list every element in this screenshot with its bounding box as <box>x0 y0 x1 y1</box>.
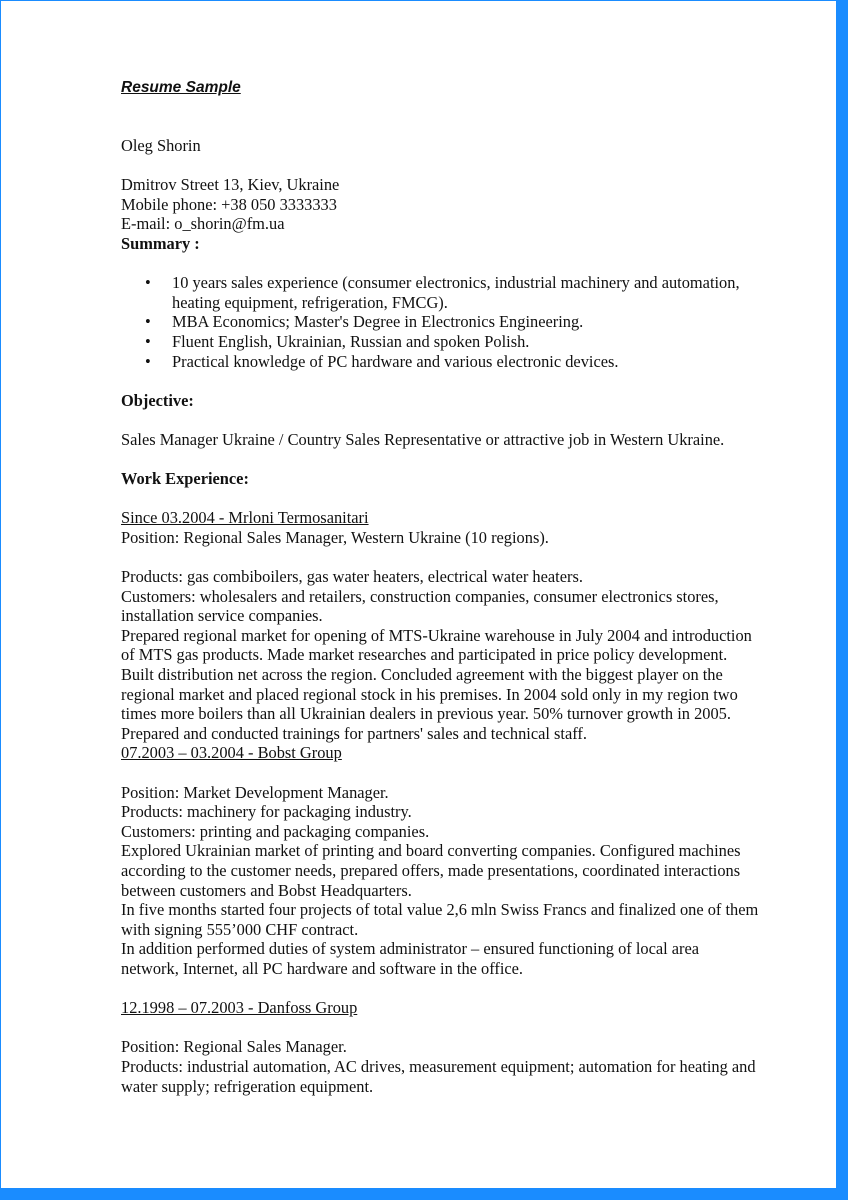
candidate-name: Oleg Shorin <box>121 136 201 155</box>
job-period: 12.1998 – 07.2003 - Danfoss Group <box>121 998 358 1018</box>
job-line: water supply; refrigeration equipment. <box>121 1076 374 1096</box>
job-line: Position: Market Development Manager. <box>121 782 389 802</box>
job-line: times more boilers than all Ukrainian dealers in previous year. 50% turnover growth in 2005. <box>121 704 731 724</box>
job-period: Since 03.2004 - Mrloni Termosanitari <box>121 508 369 528</box>
job-line: Position: Regional Sales Manager, Western Ukraine (10 regions). <box>121 527 549 547</box>
job-line: with signing 555’000 CHF contract. <box>121 919 359 939</box>
summary-item: • 10 years sales experience (consumer electronics, industrial machinery and automation, heating equipment, refrigeration, FMCG). <box>121 273 811 312</box>
document-title: Resume Sample <box>121 79 241 96</box>
job-entry <box>121 998 811 1096</box>
job-line: between customers and Bobst Headquarters. <box>121 880 412 900</box>
work-experience-heading: Work Experience: <box>121 469 249 489</box>
summary-item: • Practical knowledge of PC hardware and various electronic devices. <box>121 352 811 372</box>
job-period: 07.2003 – 03.2004 - Bobst Group <box>121 743 342 763</box>
email-line: E-mail: o_shorin@fm.ua <box>121 214 285 234</box>
job-line: Customers: printing and packaging companies. <box>121 821 430 841</box>
job-line: Products: machinery for packaging industry. <box>121 802 412 822</box>
objective-text: Sales Manager Ukraine / Country Sales Representative or attractive job in Western Ukraine. <box>121 429 725 449</box>
job-line: Position: Regional Sales Manager. <box>121 1037 347 1057</box>
resume-document <box>121 78 811 1096</box>
job-line: Prepared and conducted trainings for partners' sales and technical staff. <box>121 723 587 743</box>
job-line: Prepared regional market for opening of MTS-Ukraine warehouse in July 2004 and introduction <box>121 625 752 645</box>
job-line: In five months started four projects of total value 2,6 mln Swiss Francs and finalized one of them <box>121 900 759 920</box>
job-line: In addition performed duties of system administrator – ensured functioning of local area <box>121 939 700 959</box>
address-line: Dmitrov Street 13, Kiev, Ukraine <box>121 175 340 195</box>
summary-heading: Summary : <box>121 233 200 253</box>
summary-item: • MBA Economics; Master's Degree in Electronics Engineering. <box>121 312 811 332</box>
job-line: according to the customer needs, prepared offers, made presentations, coordinated interactions <box>121 860 741 880</box>
job-line: Built distribution net across the region. Concluded agreement with the biggest player on the <box>121 665 723 685</box>
contact-block <box>121 175 811 234</box>
job-line: of MTS gas products. Made market researches and participated in price policy development. <box>121 645 728 665</box>
job-line: regional market and placed regional stock in his premises. In 2004 sold only in my region two <box>121 684 738 704</box>
job-line: Explored Ukrainian market of printing and board converting companies. Configured machines <box>121 841 741 861</box>
job-entry <box>121 508 811 743</box>
objective-heading: Objective: <box>121 390 194 410</box>
job-line: Customers: wholesalers and retailers, construction companies, consumer electronics stores, <box>121 586 719 606</box>
summary-item: • Fluent English, Ukrainian, Russian and spoken Polish. <box>121 332 811 352</box>
job-entry <box>121 743 811 978</box>
summary-list <box>121 273 811 371</box>
job-line: network, Internet, all PC hardware and software in the office. <box>121 958 524 978</box>
job-line: Products: gas combiboilers, gas water heaters, electrical water heaters. <box>121 567 583 587</box>
phone-line: Mobile phone: +38 050 3333333 <box>121 194 337 214</box>
job-line: installation service companies. <box>121 606 323 626</box>
job-line: Products: industrial automation, AC drives, measurement equipment; automation for heating and <box>121 1056 756 1076</box>
